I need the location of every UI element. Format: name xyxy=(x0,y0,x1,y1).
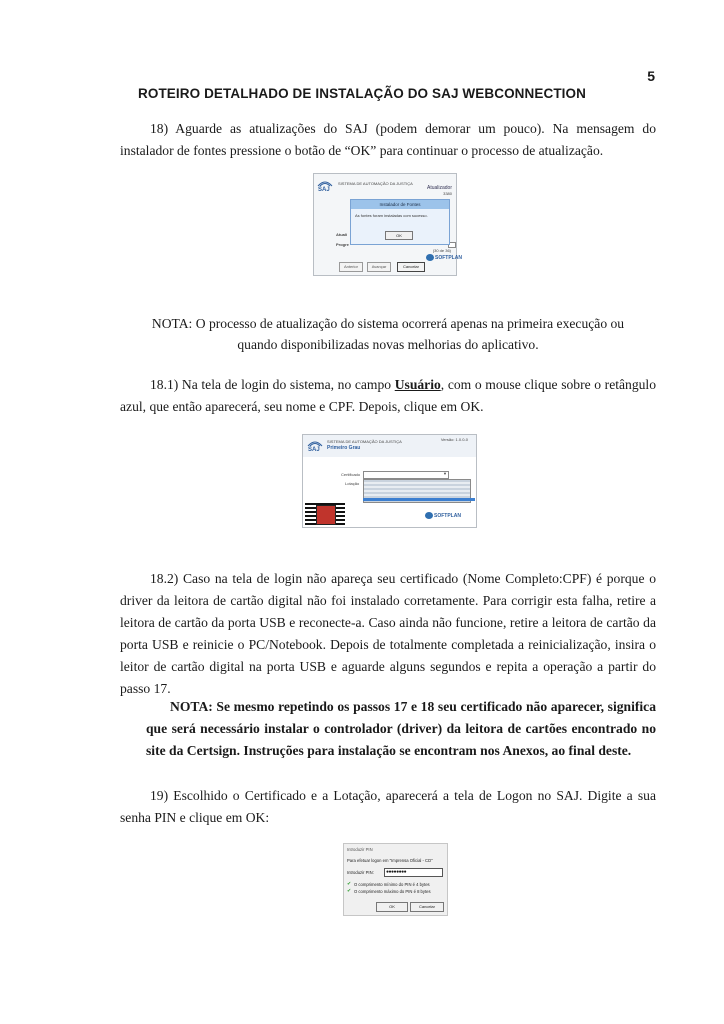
flag-emblem xyxy=(316,505,336,525)
pin-rule-min: O comprimento mínimo do PIN é 4 bytes xyxy=(354,882,430,887)
check-icon: ✔ xyxy=(347,888,352,894)
selected-row[interactable] xyxy=(363,498,475,501)
system-name: SISTEMA DE AUTOMAÇÃO DA JUSTIÇA xyxy=(327,439,402,444)
step-18-2-paragraph xyxy=(120,568,656,700)
chevron-down-icon[interactable]: ▼ xyxy=(443,471,447,476)
saj-logo-text: SAJ xyxy=(318,187,330,193)
label-certificado: Certificado xyxy=(341,472,361,477)
login-subtitle: Primeiro Grau xyxy=(327,445,361,451)
dialog-title: Instalador de Fontes xyxy=(351,200,449,209)
pin-label: Introduzir PIN: xyxy=(347,870,374,875)
usuario-field-name: Usuário xyxy=(394,377,441,392)
step-18-2-text: 18.2) Caso na tela de login não apareça seu certificado (Nome Completo:CPF) é porque o driver da leitora de cartão digital não foi instalado corretamente. Para corrigir esta falha, retire a leitora de cartão da porta USB e reconecte-a. Caso ainda não funcione, retire a leitora de cartão da porta USB e reinicie o PC/Notebook. Depois de totalmente completada a reinicialização, insira o leitor de cartão digital na porta USB e aguarde alguns segundos e repita a operação a partir do passo 17. xyxy=(120,571,656,696)
login-screenshot xyxy=(302,434,477,528)
label-atualizando: Atuali xyxy=(336,232,348,237)
login-version: Versão: 1.0.0-0 xyxy=(440,437,468,442)
nota-2-paragraph: NOTA: Se mesmo repetindo os passos 17 e 18 seu certificado não aparecer, significa que será necessário instalar o controlador (driver) da leitora de cartões encontrado no site da Certsign. Instruções para instalação se encontram nos Anexos, ao final deste. xyxy=(146,699,656,758)
softplan-logo-icon xyxy=(426,254,434,261)
nota-1-line2: quando disponibilizadas novas melhorias do aplicativo. xyxy=(237,337,539,352)
back-button[interactable]: Anterior xyxy=(339,262,363,272)
cancel-button[interactable]: Cancelar xyxy=(397,262,425,272)
step-18-text: 18) Aguarde as atualizações do SAJ (podem demorar um pouco). Na mensagem do instalador de fontes pressione o botão de “OK” para continuar o processo de atualização. xyxy=(120,121,656,158)
step-18-paragraph xyxy=(120,118,656,162)
pin-dialog-screenshot xyxy=(343,843,448,916)
app-version: 3380 xyxy=(443,191,452,196)
dialog-ok-button[interactable]: OK xyxy=(385,231,413,240)
step-19-paragraph xyxy=(120,785,656,829)
dialog-message: As fontes foram instaladas com sucesso. xyxy=(355,213,428,218)
pin-ok-button[interactable]: OK xyxy=(376,902,408,912)
step-18-1-text-after: , com o mouse clique sobre o retângulo azul, que então aparecerá, seu nome e CPF. Depois, clique em OK. xyxy=(120,377,656,414)
fontes-installer-screenshot xyxy=(313,173,462,276)
progress-count: (30 de 36) xyxy=(432,248,451,253)
pin-window-title: Introduzir PIN xyxy=(347,847,373,852)
check-icon: ✔ xyxy=(347,881,352,887)
step-18-1-text-before: 18.1) Na tela de login do sistema, no campo xyxy=(150,377,395,392)
pin-prompt: Para efetuar logon em "Imprensa Oficial - CD" xyxy=(347,858,433,863)
nota-1-line1: NOTA: O processo de atualização do sistema ocorrerá apenas na primeira execução ou xyxy=(151,316,625,331)
page-title: ROTEIRO DETALHADO DE INSTALAÇÃO DO SAJ WEBCONNECTION xyxy=(138,86,586,101)
pin-cancel-button[interactable]: Cancelar xyxy=(410,902,444,912)
softplan-logo-icon xyxy=(425,512,433,519)
step-18-1-paragraph xyxy=(120,374,656,418)
system-name: SISTEMA DE AUTOMAÇÃO DA JUSTIÇA xyxy=(338,181,413,186)
softplan-brand: SOFTPLAN xyxy=(435,255,462,261)
page-number: 5 xyxy=(647,68,655,84)
label-progresso: Progre xyxy=(336,242,349,247)
label-lotacao: Lotação xyxy=(345,481,360,486)
fontes-dialog xyxy=(350,199,450,245)
pin-rule-max: O comprimento máximo do PIN é 8 bytes xyxy=(354,889,431,894)
certificado-select[interactable] xyxy=(363,471,449,479)
app-name: Atualizador xyxy=(426,185,452,191)
saj-logo-text: SAJ xyxy=(308,447,320,453)
step-19-text: 19) Escolhido o Certificado e a Lotação, aparecerá a tela de Logon no SAJ. Digite a sua senha PIN e clique em OK: xyxy=(120,788,656,825)
pin-input[interactable]: ●●●●●●●● xyxy=(384,868,443,877)
softplan-brand: SOFTPLAN xyxy=(434,513,461,519)
next-button[interactable]: Avançar xyxy=(367,262,391,272)
